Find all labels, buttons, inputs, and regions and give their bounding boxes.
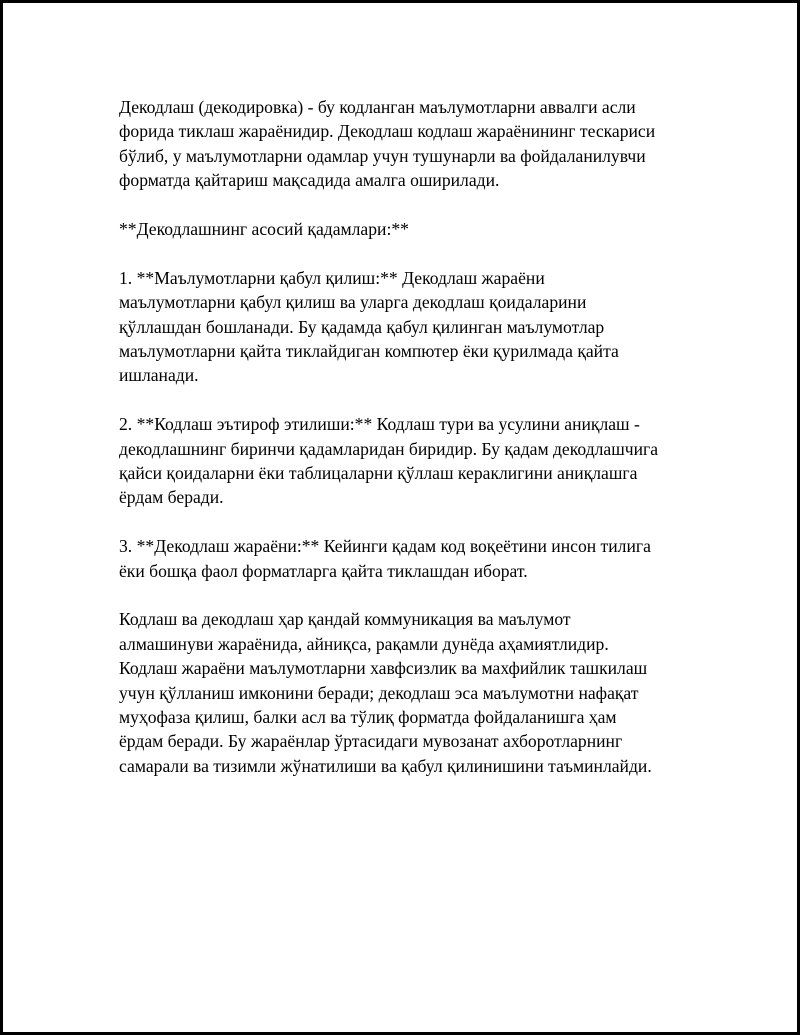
text-line: 3. **Декодлаш жараёни:** Кейинги қадам код воқеётини инсон тилига <box>119 536 651 557</box>
text-line: маълумотларни қайта тиклайдиган компютер ёки қурилмада қайта <box>119 341 619 362</box>
text-line: форматда қайтариш мақсадида амалга оширилади. <box>119 170 500 191</box>
text-line: **Декодлашнинг асосий қадамлари:** <box>119 219 409 240</box>
text-line: муҳофаза қилиш, балки асл ва тўлиқ форматда фойдаланишга ҳам <box>119 707 617 728</box>
document-body <box>119 95 709 778</box>
text-line: Кодлаш ва декодлаш ҳар қандай коммуникация ва маълумот <box>119 609 571 630</box>
text-line: қайси қоидаларни ёки таблицаларни қўллаш кераклигини аниқлашга <box>119 463 638 484</box>
text-line: алмашинуви жараёнида, айниқса, рақамли дунёда аҳамиятлидир. <box>119 633 609 654</box>
text-line: 1. **Маълумотларни қабул қилиш:** Декодлаш жараёни <box>119 267 545 288</box>
text-line: маълумотларни қабул қилиш ва уларга декодлаш қоидаларини <box>119 292 587 313</box>
step-2-paragraph <box>119 412 709 510</box>
text-line: бўлиб, у маълумотларни одамлар учун тушунарли ва фойдаланилувчи <box>119 145 646 166</box>
text-line: форида тиклаш жараёнидир. Декодлаш кодлаш жараёнининг тескариси <box>119 121 656 142</box>
text-line: ёки бошқа фаол форматларга қайта тиклашдан иборат. <box>119 560 528 581</box>
text-line: декодлашнинг биринчи қадамларидан биридир. Бу қадам декодлашчига <box>119 438 659 459</box>
text-line: ишланади. <box>119 365 199 386</box>
text-line: самарали ва тизимли жўнатилиши ва қабул қилинишини таъминлайди. <box>119 755 652 776</box>
text-line: ёрдам беради. <box>119 487 224 508</box>
text-line: Декодлаш (декодировка) - бу кодланган маълумотларни аввалги асли <box>119 97 636 117</box>
text-line: ёрдам беради. Бу жараёнлар ўртасидаги мувозанат ахборотларнинг <box>119 731 623 752</box>
intro-paragraph <box>119 95 709 193</box>
text-line: қўллашдан бошланади. Бу қадамда қабул қилинган маълумотлар <box>119 316 605 337</box>
step-3-paragraph <box>119 534 709 583</box>
text-line: Кодлаш жараёни маълумотларни хавфсизлик ва махфийлик ташкилаш <box>119 658 648 679</box>
text-line: учун қўлланиш имконини беради; декодлаш эса маълумотни нафақат <box>119 682 639 703</box>
step-1-paragraph <box>119 266 709 388</box>
conclusion-paragraph <box>119 607 709 778</box>
text-line: 2. **Кодлаш эътироф этилиши:** Кодлаш тури ва усулини аниқлаш - <box>119 414 640 435</box>
section-heading <box>119 217 709 241</box>
